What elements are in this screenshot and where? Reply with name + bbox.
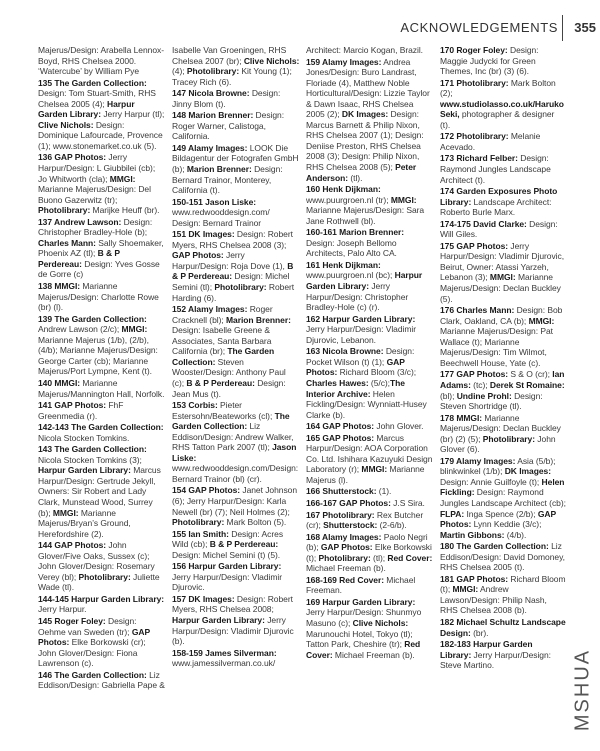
running-head: ACKNOWLEDGEMENTS — [400, 20, 558, 35]
credit-entry: 179 Alamy Images: Asia (5/b); blinkwinkel (1/b); DK Images: Design: Annie Guilfoyle (t); Helen Fickling: Design: Raymond Jungles Landscape Architect (cb); FLPA: Inga Spence (2/b); GAP Photos: Lynn Keddie (3/c); Martin Gibbons: (4/b). — [440, 455, 566, 540]
credit-entry: 143 The Garden Collection: Nicola Stocken Tomkins (3); Harpur Garden Library: Marcus Harpur/Design: Gertrude Jekyll, Owners: Sir Robert and Lady Clark, Munstead Wood, Surrey (b); MMGI: Marianne Majerus/Bryan’s Ground, Herefordshire (2). — [38, 444, 161, 539]
credit-entry: 160-161 Marion Brenner: Design: Joseph Bellomo Architects, Palo Alto CA. — [306, 227, 405, 259]
text-column-3 — [306, 45, 434, 735]
credit-entry: 144 GAP Photos: John Glover/Five Oaks, Sussex (c); John Glover/Design: Rosemary Verey (bl); Photolibrary: Juliette Wade (tl). — [38, 540, 160, 593]
page-number: 355 — [574, 20, 596, 35]
credit-entry: 177 GAP Photos: S & O (cr); Ian Adams: (tc); Derek St Romaine: (bl); Undine Prohl: Design: Steven Shortridge (tl). — [440, 369, 565, 412]
credit-entry: 180 The Garden Collection: Liz Eddison/Design: David Domoney, RHS Chelsea 2005 (t). — [440, 541, 565, 573]
credit-entry: 153 Corbis: Pieter Estersohn/Beateworks (cl); The Garden Collection: Liz Eddison/Design: Andrew Walker, RHS Tatton Park 2007 (tl); Jason Liske: www.redwooddesign.com/Design: Bernard Trainor (bl) (cr). — [172, 400, 299, 484]
credit-entry: 136 GAP Photos: Jerry Harpur/Design: L Giubbilei (cb); Jo Whitworth (cla); MMGI: Marianne Majerus/Design: Del Buono Gazerwitz (tr); Photolibrary: Marijke Heuff (br). — [38, 152, 160, 216]
credit-entry: Isabelle Van Groeningen, RHS Chelsea 2007 (br); Clive Nichols: (4); Photolibrary: Kit Young (1); Tracey Rich (6). — [172, 45, 300, 87]
side-label-text: MSHUA — [571, 648, 594, 732]
credit-entry: 174 Garden Exposures Photo Library: Landscape Architect: Roberto Burle Marx. — [440, 186, 558, 218]
credit-entry: 162 Harpur Garden Library: Jerry Harpur/Design: Vladimir Djurovic, Lebanon. — [306, 313, 417, 345]
credit-entry: Architect: Marcio Kogan, Brazil. — [306, 45, 423, 55]
credit-entry: 155 Ian Smith: Design: Acres Wild (cb); B & P Perdereau: Design: Michel Semini (t) (5). — [172, 528, 284, 560]
credit-entry: 139 The Garden Collection: Andrew Lawson (2/c); MMGI: Marianne Majerus (1/b), (2/b), (4/b); Marianne Majerus/Design: George Carter (cb); Marianne Majerus/Port Lympne, Kent (t). — [38, 313, 158, 377]
credit-entry: 182 Michael Schultz Landscape Design: (br). — [440, 616, 566, 638]
credit-entry: 150-151 Jason Liske: www.redwooddesign.com/ Design: Bernard Trainor — [172, 196, 270, 228]
credit-entry: 168 Alamy Images: Paolo Negri (b); GAP Photos: Elke Borkowski (t); Photolibrary: (tl); Red Cover: Michael Freeman (b). — [306, 531, 433, 574]
side-label — [568, 635, 598, 745]
credit-entry: 170 Roger Foley: Design: Maggie Judycki for Green Themes, Inc (br) (3) (6). — [440, 45, 539, 77]
credit-entry: 161 Henk Dijkman: www.puurgroen.nl (bc); Harpur Garden Library: Jerry Harpur/Design: Christopher Bradley-Hole (c) (r). — [306, 259, 423, 313]
credit-entry: 163 Nicola Browne: Design: Pocket Wilson (t) (1); GAP Photos: Richard Bloom (3/c); Charles Hawes: (5/c);The Interior Archive: Helen Fickling/Design: Wynniatt-Husey Clarke (b). — [306, 346, 427, 420]
credit-entry: 152 Alamy Images: Roger Cracknell (bl); Marion Brenner: Design: Isabelle Greene & Associates, Santa Barbara California (br); The Garden Collection: Steven Wooster/Design: Anthony Paul (c); B & P Perdereau: Design: Jean Mus (t). — [172, 304, 291, 399]
credit-entry: 166 Shutterstock: (1). — [306, 486, 392, 497]
credit-entry: 171 Photolibrary: Mark Bolton (2); www.studiolasso.co.uk/Haruko Seki, photographer & designer (t). — [440, 77, 564, 130]
credit-entry: 166-167 GAP Photos: J.S Sira. — [306, 497, 425, 508]
credit-entry: 154 GAP Photos: Janet Johnson (6); Jerry Harpur/Design: Karla Newell (br) (7); Neil Holmes (2); Photolibrary: Mark Bolton (5). — [172, 485, 298, 528]
credit-entry: 159 Alamy Images: Andrea Jones/Design: Buro Landrast, Floriade (4), Matthew Noble Horticultural/Design: Lizzie Taylor & Dawn Isaac, RHS Chelsea 2005 (2); DK Images: Design: Marcus Barnett & Philip Nixon, RHS Chelsea 2007 (1); Design: Deniise Preston, RHS Chelsea 2008 (3); Design: Philip Nixon, RHS Chelsea 2008 (5); Peter Anderson: (tl). — [306, 56, 430, 183]
acknowledgements-body — [0, 45, 566, 745]
credit-entry: 167 Photolibrary: Rex Butcher (cr); Shutterstock: (2-6/b). — [306, 509, 424, 531]
credit-entry: 168-169 Red Cover: Michael Freeman. — [306, 574, 416, 596]
credit-entry: 157 DK Images: Design: Robert Myers, RHS Chelsea 2008; Harpur Garden Library: Jerry Harpur/Design: Vladimir Djurovic (b). — [172, 593, 294, 647]
credit-entry: 151 DK Images: Design: Robert Myers, RHS Chelsea 2008 (3); GAP Photos: Jerry Harpur/Design: Roja Dove (1), B & P Perdereau: Design: Michel Semini (tl); Photolibrary: Robert Harding (6). — [172, 229, 295, 303]
credit-entry: 165 GAP Photos: Marcus Harpur/Design: AOA Corporation Co. Ltd. Ishihara Kazuyuki Design Laboratory (r); MMGI: Marianne Majerus (l). — [306, 432, 433, 485]
credit-entry: 178 MMGI: Marianne Majerus/Design: Declan Buckley (br) (2) (5); Photolibrary: John Glover (6). — [440, 412, 561, 455]
credit-entry: 156 Harpur Garden Library: Jerry Harpur/Design: Vladimir Djurovic. — [172, 561, 283, 593]
credit-entry: 158-159 James Silverman: www.jamessilverman.co.uk/ — [172, 647, 277, 669]
credit-entry: 144-145 Harpur Garden Library: Jerry Harpur. — [38, 593, 165, 615]
text-column-2 — [172, 45, 300, 735]
credit-entry: Majerus/Design: Arabella Lennox-Boyd, RHS Chelsea 2000. ‘Watercube’ by William Pye — [38, 45, 164, 77]
credit-entry: 137 Andrew Lawson: Design: Christopher Bradley-Hole (b); Charles Mann: Sally Shoemaker, Phoenix AZ (tl); B & P Perdereau: Design: Yves Gosse de Gorre (c) — [38, 216, 164, 280]
credit-entry: 142-143 The Garden Collection: Nicola Stocken Tomkins. — [38, 422, 164, 443]
credit-entry: 176 Charles Mann: Design: Bob Clark, Oakland, CA (b); MMGI: Marianne Majerus/Design: Pat Wallace (t); Marianne Majerus/Design: Tim Wilmot, Beechwell House, Yate (c). — [440, 305, 563, 368]
header-divider — [562, 15, 563, 41]
credit-entry: 173 Richard Felber: Design: Raymond Jungles Landscape Architect (t). — [440, 153, 551, 185]
credit-entry: 181 GAP Photos: Richard Bloom (t); MMGI: Andrew Lawson/Design: Philip Nash, RHS Chelsea 2008 (b). — [440, 573, 566, 616]
text-column-1 — [38, 45, 166, 735]
credit-entry: 135 The Garden Collection: Design: Tom Stuart-Smith, RHS Chelsea 2005 (4); Harpur Garden Library: Jerry Harpur (tl); Clive Nichols: Design: Dominique Lafourcade, Provence (1); www.stonemarket.co.uk (5). — [38, 77, 165, 151]
page-header — [0, 0, 600, 40]
credit-entry: 174-175 David Clarke: Design: Will Giles. — [440, 218, 558, 240]
credit-entry: 138 MMGI: Marianne Majerus/Design: Charlotte Rowe (br) (l). — [38, 281, 159, 313]
credit-entry: 145 Roger Foley: Design: Oehme van Sweden (tr); GAP Photos: Elke Borkowski (cr); John Glover/Design: Fiona Lawrenson (c). — [38, 615, 150, 669]
credit-entry: 172 Photolibrary: Melanie Acevado. — [440, 131, 541, 152]
credit-entry: 160 Henk Dijkman: www.puurgroen.nl (tr); MMGI: Marianne Majerus/Design: Sara Jane Rothwell (bl). — [306, 184, 425, 226]
credit-entry: 140 MMGI: Marianne Majerus/Mannington Hall, Norfolk. — [38, 377, 165, 399]
credit-entry: 146 The Garden Collection: Liz Eddison/Design: Gabriella Pape & — [38, 669, 165, 691]
credit-entry: 149 Alamy Images: LOOK Die Bildagentur der Fotografen GmbH (b); Marion Brenner: Design: Bernard Trainor, Monterey, California (t). — [172, 142, 299, 196]
credit-entry: 175 GAP Photos: Jerry Harpur/Design: Vladimir Djurovic, Beirut, Owner: Atassi Yarzeh, Lebanon (3); MMGI: Marianne Majerus/Design: Declan Buckley (5). — [440, 240, 564, 304]
text-column-4 — [440, 45, 566, 735]
credit-entry: 141 GAP Photos: FhF Greenmedia (r). — [38, 400, 124, 421]
credit-entry: 169 Harpur Garden Library: Jerry Harpur/Design: Shunmyo Masuno (c); Clive Nichols: Marunouchi Hotel, Tokyo (tl); Tatton Park, Cheshire (tr); Red Cover: Michael Freeman (b). — [306, 596, 422, 660]
credit-entry: 147 Nicola Browne: Design: Jinny Blom (t). — [172, 88, 281, 109]
credit-entry: 182-183 Harpur Garden Library: Jerry Harpur/Design: Steve Martino. — [440, 639, 551, 671]
credit-entry: 164 GAP Photos: John Glover. — [306, 421, 424, 432]
credit-entry: 148 Marion Brenner: Design: Roger Warner, Calistoga, California. — [172, 110, 285, 142]
